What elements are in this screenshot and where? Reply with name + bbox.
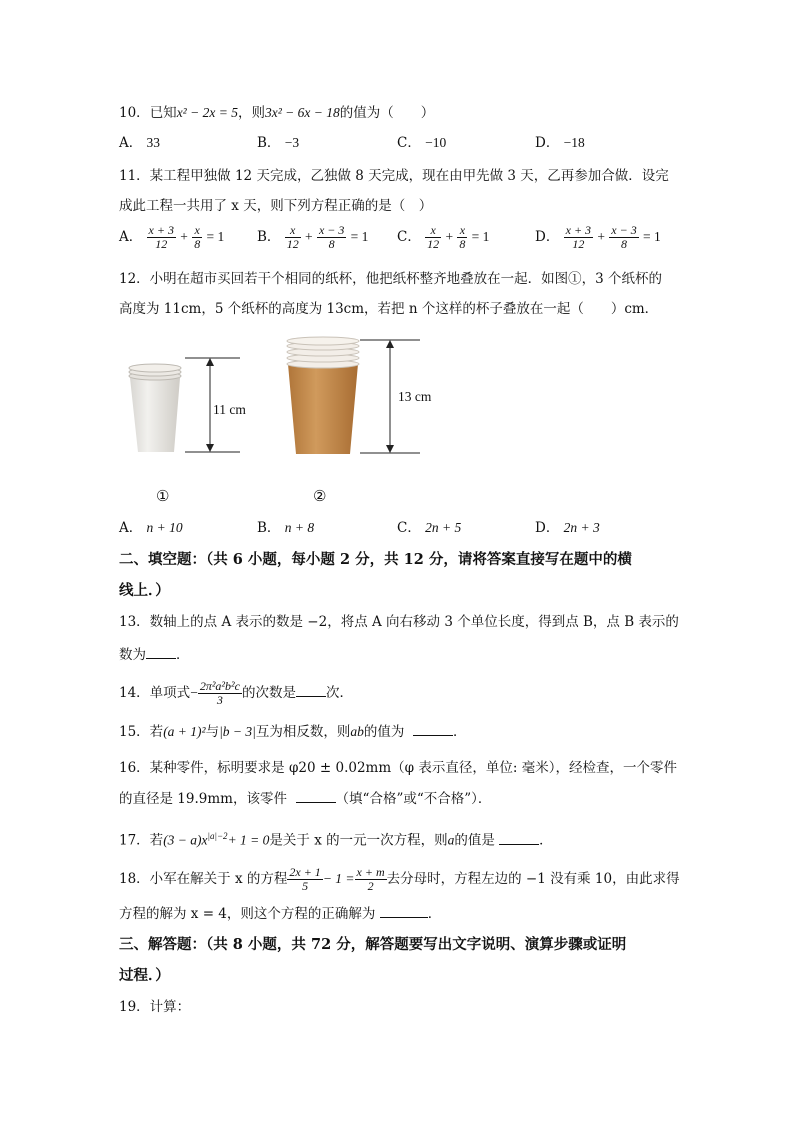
q19-stem: 19．计算： (119, 999, 191, 1015)
q10-option-d: D． −18 (535, 135, 585, 151)
q14-answer-blank (296, 696, 326, 697)
fig2-caption: ② (313, 487, 327, 505)
q12-option-c: C． 2n + 5 (397, 520, 462, 536)
kraft-cup-rim-5 (287, 337, 359, 345)
kraft-cup-body (288, 364, 358, 454)
q16-line2: 的直径是 19.9mm，该零件 （填“合格”或“不合格”）． (119, 791, 492, 807)
q15-answer-blank (413, 735, 453, 736)
q10-stem: 10．已知x² − 2x = 5，则3x² − 6x − 18的值为（ ） (119, 105, 435, 121)
q13-line1: 13．数轴上的点 A 表示的数是 −2，将点 A 向右移动 3 个单位长度，得到点 B，点 B 表示的 (119, 614, 679, 630)
white-cup-rim-3 (129, 364, 181, 372)
q18-line2: 方程的解为 x = 4，则这个方程的正确解为 ． (119, 906, 442, 922)
fig1-height-label: 11 cm (213, 402, 246, 417)
q11-option-b: B． $\frac{x}{12}$ + $\frac{x - 3}{8}$ = 1 (257, 223, 369, 251)
q13-line2: 数为 ． (119, 647, 190, 663)
q14-stem: 14．单项式− $\frac{\text{2π²a²b²c}}{3}$ 的次数是 次． (119, 679, 353, 707)
q12-option-d: D． 2n + 3 (535, 520, 600, 536)
q17-stem: 17．若$(3 - a)x^{|a|-2}+ 1 = 0$是关于 x 的一元一次方程，则a的值是 ． (119, 831, 553, 849)
q10-option-a: A． 33 (119, 135, 161, 151)
q11-option-c: C． $\frac{x}{12}$ + $\frac{x}{8}$ = 1 (397, 223, 490, 251)
section-3-heading-line1: 三、解答题：（共 8 小题，共 72 分，解答题要写出文字说明、演算步骤或证明 (119, 936, 627, 953)
fig2-height-label: 13 cm (398, 389, 432, 404)
q12-line1: 12．小明在超市买回若干个相同的纸杯，他把纸杯整齐地叠放在一起．如图①，3 个纸杯的 (119, 271, 663, 287)
q16-answer-blank (296, 802, 336, 803)
q18-answer-blank (380, 917, 428, 918)
q11-option-d: D． $\frac{x + 3}{12}$ + $\frac{x - 3}{8}$ = 1 (535, 223, 661, 251)
q17-answer-blank (499, 844, 539, 845)
q18-line1: 18．小军在解关于 x 的方程 $\frac{2x + 1}{5}$ − 1 = $\frac{x + m}{2}$ 去分母时，方程左边的 −1 没有乘 10，由此求得 (119, 865, 680, 893)
white-cup-body (130, 378, 180, 452)
section-2-heading-line1: 二、填空题：（共 6 小题，每小题 2 分，共 12 分，请将答案直接写在题中的横 (119, 551, 632, 568)
q11-option-a: A． $\frac{x + 3}{12}$ + $\frac{x}{8}$ = 1 (119, 223, 225, 251)
q13-answer-blank (146, 658, 176, 659)
section-3-heading-line2: 过程．） (119, 967, 170, 984)
section-2-heading-line2: 线上．） (119, 582, 170, 599)
q10-option-b: B． −3 (257, 135, 300, 151)
q11-line1: 11．某工程甲独做 12 天完成，乙独做 8 天完成，现在由甲先做 3 天，乙再参加合做．设完 (119, 168, 669, 184)
q10-option-c: C． −10 (397, 135, 447, 151)
q12-option-a: A． n + 10 (119, 520, 183, 536)
fig1-caption: ① (156, 487, 170, 505)
q12-option-b: B． n + 8 (257, 520, 315, 536)
q12-line2: 高度为 11cm，5 个纸杯的高度为 13cm，若把 n 个这样的杯子叠放在一起（ ）cm． (119, 301, 659, 317)
q16-line1: 16．某种零件，标明要求是 φ20 ± 0.02mm（φ 表示直径，单位: 毫米），经检查，一个零件 (119, 760, 677, 776)
q11-line2: 成此工程一共用了 x 天，则下列方程正确的是（ ） (119, 198, 433, 214)
q15-stem: 15．若(a + 1)²与|b − 3|互为相反数，则ab的值为 ． (119, 724, 467, 740)
